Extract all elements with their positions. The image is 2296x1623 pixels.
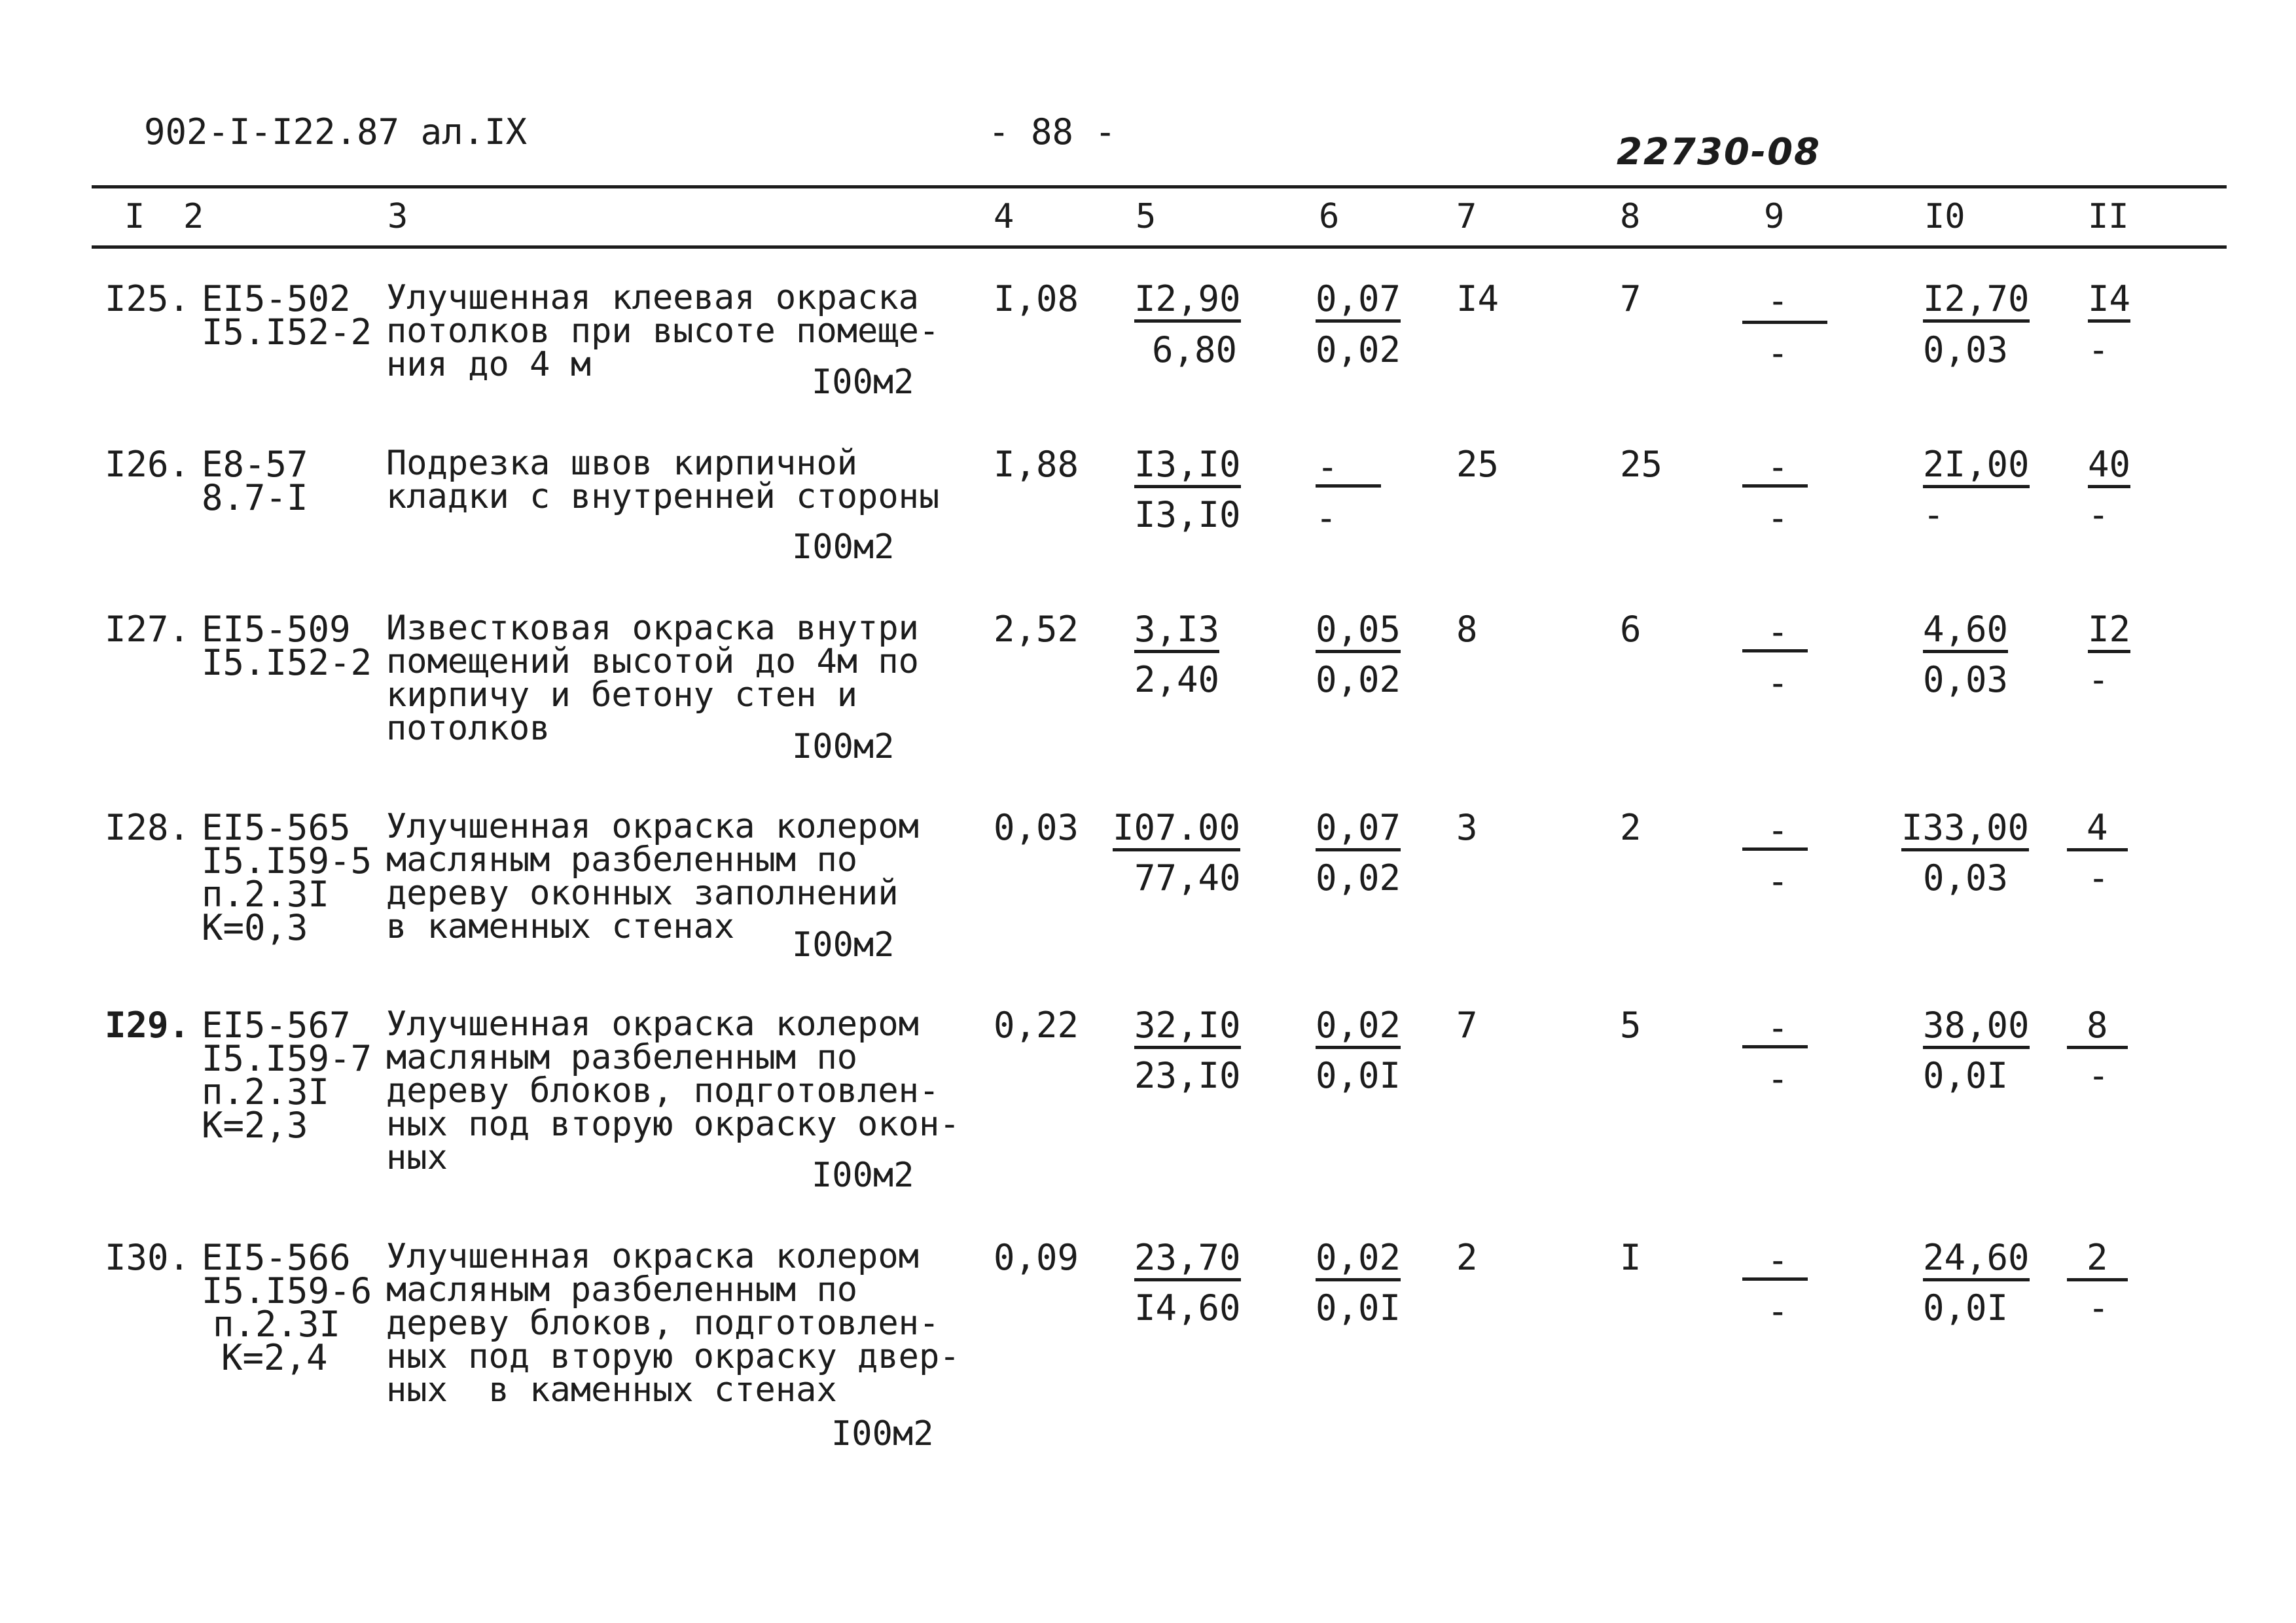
col6-bottom: 0,02 — [1316, 857, 1401, 899]
work-description: Улучшенная окраска колером масляным разбеленным по дереву блоков, подготовлен- ных под вторую окраску двер- ных в каменных стенах — [386, 1237, 960, 1410]
col9-bottom: - — [1767, 662, 1789, 704]
col10-bottom: 0,03 — [1923, 329, 2009, 370]
col5-bottom: 2,40 — [1134, 659, 1220, 700]
col-header-4: 4 — [994, 197, 1014, 236]
document-code: 902-I-I22.87 ал.IX — [144, 111, 528, 152]
col6-bottom: - — [1316, 497, 1337, 539]
norm-code: EI5-566 — [202, 1237, 351, 1278]
row-number: I26. — [105, 444, 190, 485]
col-header-10: I0 — [1924, 197, 1965, 236]
work-description: Улучшенная клеевая окраска потолков при высоте помеще- ния до 4 м — [386, 278, 940, 384]
col5-bottom: I3,I0 — [1134, 494, 1241, 535]
norm-code: EI5-509 — [202, 609, 351, 650]
col6-top: - — [1317, 446, 1338, 488]
col-header-3: 3 — [387, 197, 408, 236]
col9-top: - — [1767, 611, 1789, 652]
norm-code: E8-57 — [202, 444, 308, 485]
col5-top: 32,I0 — [1134, 1008, 1241, 1049]
col8-value: 25 — [1620, 444, 1663, 485]
col10-bottom: 0,03 — [1923, 857, 2009, 899]
col5-top: I2,90 — [1134, 281, 1241, 323]
col11-bottom: - — [2088, 1055, 2109, 1096]
measure-unit: I00м2 — [792, 727, 895, 766]
col6-top: 0,07 — [1316, 810, 1401, 851]
measure-unit: I00м2 — [812, 363, 914, 402]
col9-top: - — [1767, 1240, 1789, 1281]
col5-top: 3,I3 — [1134, 612, 1219, 653]
quantity: 0,03 — [994, 807, 1079, 848]
col7-value: 8 — [1456, 609, 1478, 650]
col7-value: 3 — [1456, 807, 1478, 848]
col6-bottom: 0,0I — [1316, 1287, 1401, 1329]
col9-bottom: - — [1767, 1291, 1789, 1332]
col8-value: I — [1620, 1237, 1641, 1278]
norm-code: I5.I59-6 — [202, 1270, 372, 1311]
row-number: I25. — [105, 278, 190, 319]
col-header-5: 5 — [1136, 197, 1157, 236]
col5-top: I07.00 — [1113, 810, 1240, 851]
norm-code: I5.I59-7 — [202, 1038, 372, 1079]
col9-bottom: - — [1767, 497, 1789, 539]
col11-bottom: - — [2088, 494, 2109, 535]
norm-code: EI5-565 — [202, 807, 351, 848]
col9-top: - — [1767, 446, 1789, 488]
col-header-2: 2 — [183, 197, 204, 236]
col-header-1: I — [124, 197, 145, 236]
col6-bottom: 0,02 — [1316, 659, 1401, 700]
work-description: Подрезка швов кирпичной кладки с внутренней стороны — [386, 444, 940, 516]
table-header-rule — [92, 245, 2227, 249]
col-header-7: 7 — [1456, 197, 1477, 236]
stamp-number: 22730-08 — [1617, 131, 1821, 173]
col10-top: 4,60 — [1923, 612, 2008, 653]
col11-bottom: - — [2088, 659, 2109, 700]
col11-bottom: - — [2088, 1287, 2109, 1329]
col11-top: 40 — [2088, 447, 2130, 488]
col10-bottom: 0,0I — [1923, 1055, 2009, 1096]
col8-value: 6 — [1620, 609, 1641, 650]
col11-top: I4 — [2088, 281, 2130, 323]
quantity: 0,09 — [994, 1237, 1079, 1278]
col10-bottom: 0,0I — [1923, 1287, 2009, 1329]
work-description: Улучшенная окраска колером масляным разбеленным по дереву оконных заполнений в каменных стенах — [386, 807, 919, 946]
col5-bottom: 23,I0 — [1134, 1055, 1241, 1096]
work-description: Улучшенная окраска колером масляным разбеленным по дереву блоков, подготовлен- ных под вторую окраску окон- ных — [386, 1005, 960, 1177]
col6-top: 0,02 — [1316, 1240, 1401, 1281]
norm-code: I5.I59-5 — [202, 840, 372, 882]
col6-top: 0,07 — [1316, 281, 1401, 323]
col10-top: I2,70 — [1923, 281, 2030, 323]
row-number: I29. — [105, 1005, 190, 1046]
col5-bottom: 77,40 — [1134, 857, 1241, 899]
col10-top: 24,60 — [1923, 1240, 2030, 1281]
table-top-rule — [92, 185, 2227, 188]
quantity: 0,22 — [994, 1005, 1079, 1046]
col9-bottom: - — [1767, 861, 1789, 902]
norm-code: К=2,3 — [202, 1105, 308, 1146]
col-header-9: 9 — [1764, 197, 1785, 236]
quantity: 2,52 — [994, 609, 1079, 650]
col6-bottom: 0,02 — [1316, 329, 1401, 370]
col8-value: 7 — [1620, 278, 1641, 319]
col10-top: I33,00 — [1901, 810, 2029, 851]
col10-bottom: - — [1923, 494, 1945, 535]
row-number: I30. — [105, 1237, 190, 1278]
norm-code: п.2.3I — [213, 1304, 341, 1345]
row-number: I27. — [105, 609, 190, 650]
measure-unit: I00м2 — [812, 1156, 914, 1195]
col11-top: I2 — [2088, 612, 2130, 653]
col6-top: 0,05 — [1316, 612, 1401, 653]
norm-code: EI5-502 — [202, 278, 351, 319]
col10-bottom: 0,03 — [1923, 659, 2009, 700]
col7-value: I4 — [1456, 278, 1499, 319]
norm-code: К=0,3 — [202, 907, 308, 948]
col7-value: 25 — [1456, 444, 1499, 485]
col9-top: - — [1767, 1007, 1789, 1048]
col9-bottom: - — [1767, 332, 1789, 374]
col11-top: 8 — [2067, 1008, 2128, 1049]
work-description: Известковая окраска внутри помещений высотой до 4м по кирпичу и бетону стен и потолков — [386, 609, 919, 748]
col5-bottom: I4,60 — [1134, 1287, 1241, 1329]
norm-code: п.2.3I — [202, 874, 330, 915]
norm-code: I5.I52-2 — [202, 312, 372, 353]
col-header-6: 6 — [1319, 197, 1340, 236]
col9-bottom: - — [1767, 1058, 1789, 1099]
page-number: - 88 - — [988, 111, 1117, 152]
norm-code: EI5-567 — [202, 1005, 351, 1046]
col10-top: 2I,00 — [1923, 447, 2030, 488]
col7-value: 7 — [1456, 1005, 1478, 1046]
measure-unit: I00м2 — [831, 1414, 934, 1454]
col9-top: - — [1767, 280, 1789, 321]
norm-code: 8.7-I — [202, 477, 308, 518]
col5-bottom: 6,80 — [1152, 329, 1238, 370]
norm-code: I5.I52-2 — [202, 642, 372, 683]
measure-unit: I00м2 — [792, 527, 895, 567]
col11-top: 2 — [2067, 1240, 2128, 1281]
quantity: I,88 — [994, 444, 1079, 485]
col7-value: 2 — [1456, 1237, 1478, 1278]
measure-unit: I00м2 — [792, 925, 895, 965]
col9-top: - — [1767, 810, 1789, 851]
row-number: I28. — [105, 807, 190, 848]
col11-top: 4 — [2067, 810, 2128, 851]
col11-bottom: - — [2088, 857, 2109, 899]
col8-value: 5 — [1620, 1005, 1641, 1046]
col8-value: 2 — [1620, 807, 1641, 848]
col6-top: 0,02 — [1316, 1008, 1401, 1049]
col-header-11: II — [2088, 197, 2129, 236]
col5-top: 23,70 — [1134, 1240, 1241, 1281]
norm-code: К=2,4 — [221, 1337, 328, 1378]
col-header-8: 8 — [1620, 197, 1641, 236]
col10-top: 38,00 — [1923, 1008, 2030, 1049]
col6-bottom: 0,0I — [1316, 1055, 1401, 1096]
col5-top: I3,I0 — [1134, 447, 1241, 488]
quantity: I,08 — [994, 278, 1079, 319]
col11-bottom: - — [2088, 329, 2109, 370]
norm-code: п.2.3I — [202, 1071, 330, 1113]
